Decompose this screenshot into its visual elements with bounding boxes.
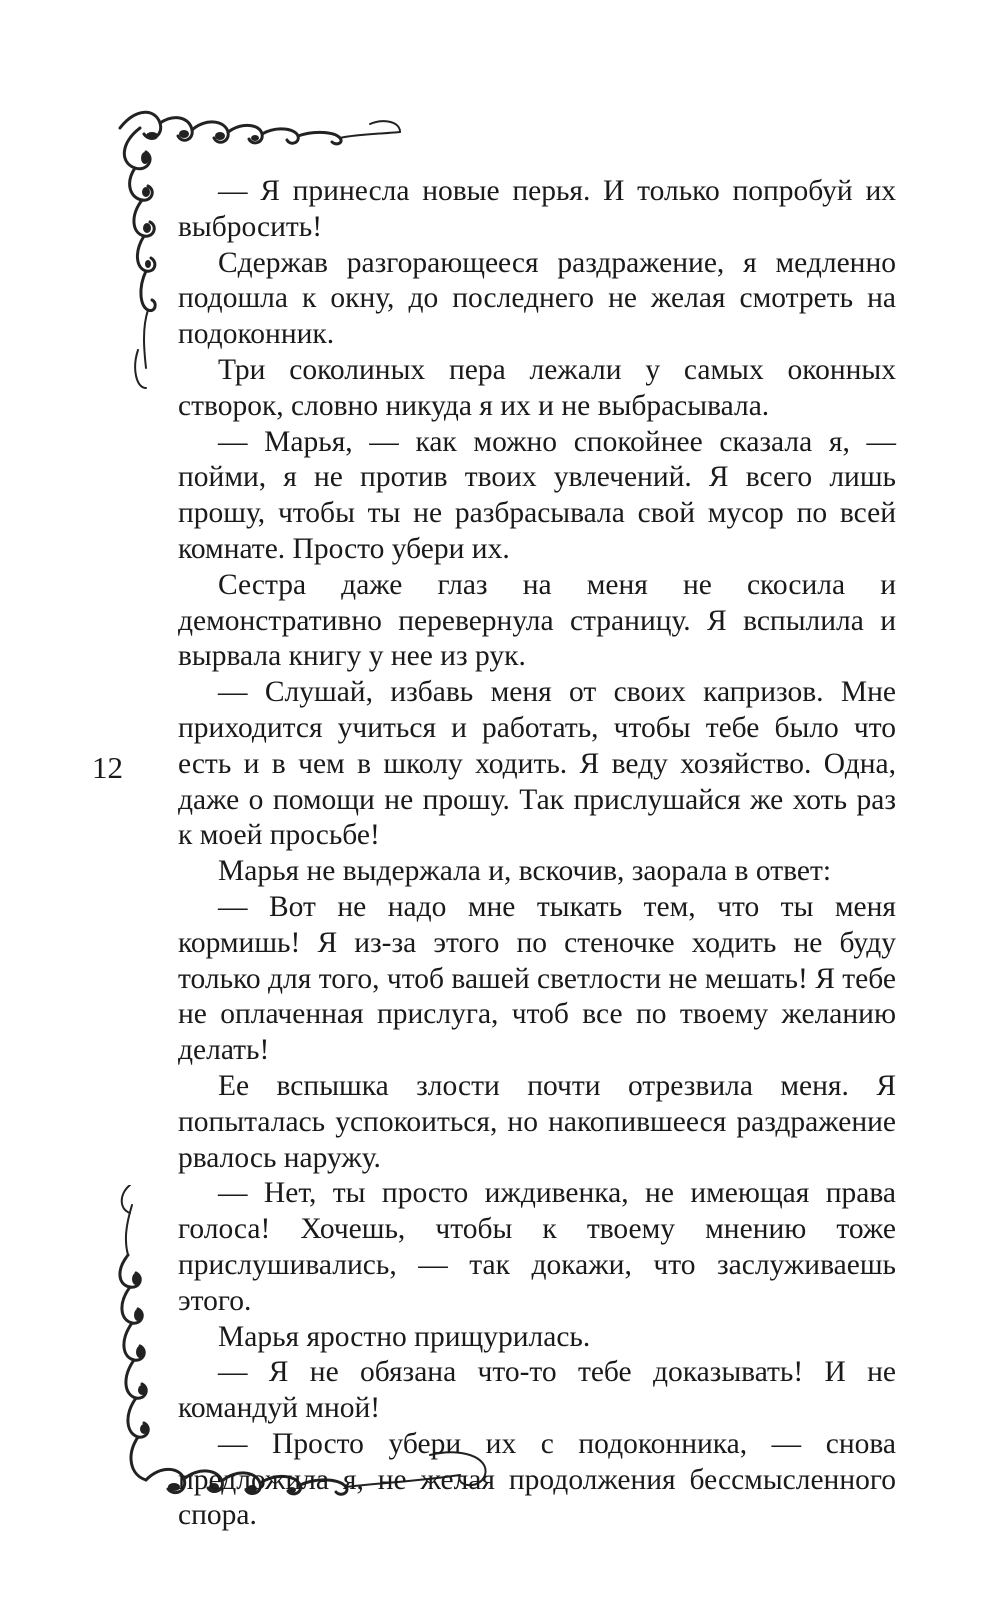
paragraph: Ее вспышка злости почти отрезвила меня. Я попыталась успокоиться, но накопившееся раздражение рвалось наружу. — [178, 1069, 896, 1174]
paragraph: Марья яростно прищурилась. — [218, 1320, 591, 1353]
paragraph: — Вот не надо мне тыкать тем, что ты меня кормишь! Я из-за этого по стеночке ходить не буду только для того, чтоб вашей светлости не мешать! Я тебе не оплаченная прислуга, чтоб все по твоему желанию делать! — [178, 890, 896, 1067]
paragraph: Сдержав разгорающееся раздражение, я медленно подошла к окну, до последнего не желая смотреть на подоконник. — [178, 246, 896, 351]
paragraph: — Слушай, избавь меня от своих капризов. Мне приходится учиться и работать, чтобы тебе было что есть и в чем в школу ходить. Я веду хозяйство. Одна, даже о помощи не прошу. Так прислушайся же хоть раз к моей просьбе! — [178, 676, 896, 852]
paragraph: — Я не обязана что-то тебе доказывать! И не командуй мной! — [178, 1356, 896, 1425]
paragraph: Три соколиных пера лежали у самых оконных створок, словно никуда я их и не выбрасывала. — [178, 353, 896, 422]
book-text — [178, 174, 896, 1534]
paragraph: — Марья, — как можно спокойнее сказала я, — пойми, я не против твоих увлечений. Я всего лишь прошу, чтобы ты не разбрасывала свой мусор по всей комнате. Просто убери их. — [178, 425, 896, 565]
paragraph: Марья не выдержала и, вскочив, заорала в ответ: — [218, 855, 832, 888]
paragraph: — Просто убери их с подоконника, — снова предложила я, не желая продолжения бессмысленного спора. — [178, 1427, 896, 1532]
page-number: 12 — [92, 750, 123, 785]
paragraph: — Нет, ты просто иждивенка, не имеющая права голоса! Хочешь, чтобы к твоему мнению тоже прислушивались, — так докажи, что заслуживаешь этого. — [178, 1177, 896, 1317]
paragraph: — Я принесла новые перья. И только попробуй их выбросить! — [178, 175, 896, 243]
paragraph: Сестра даже глаз на меня не скосила и демонстративно перевернула страницу. Я вспылила и вырвала книгу у нее из рук. — [178, 568, 896, 673]
